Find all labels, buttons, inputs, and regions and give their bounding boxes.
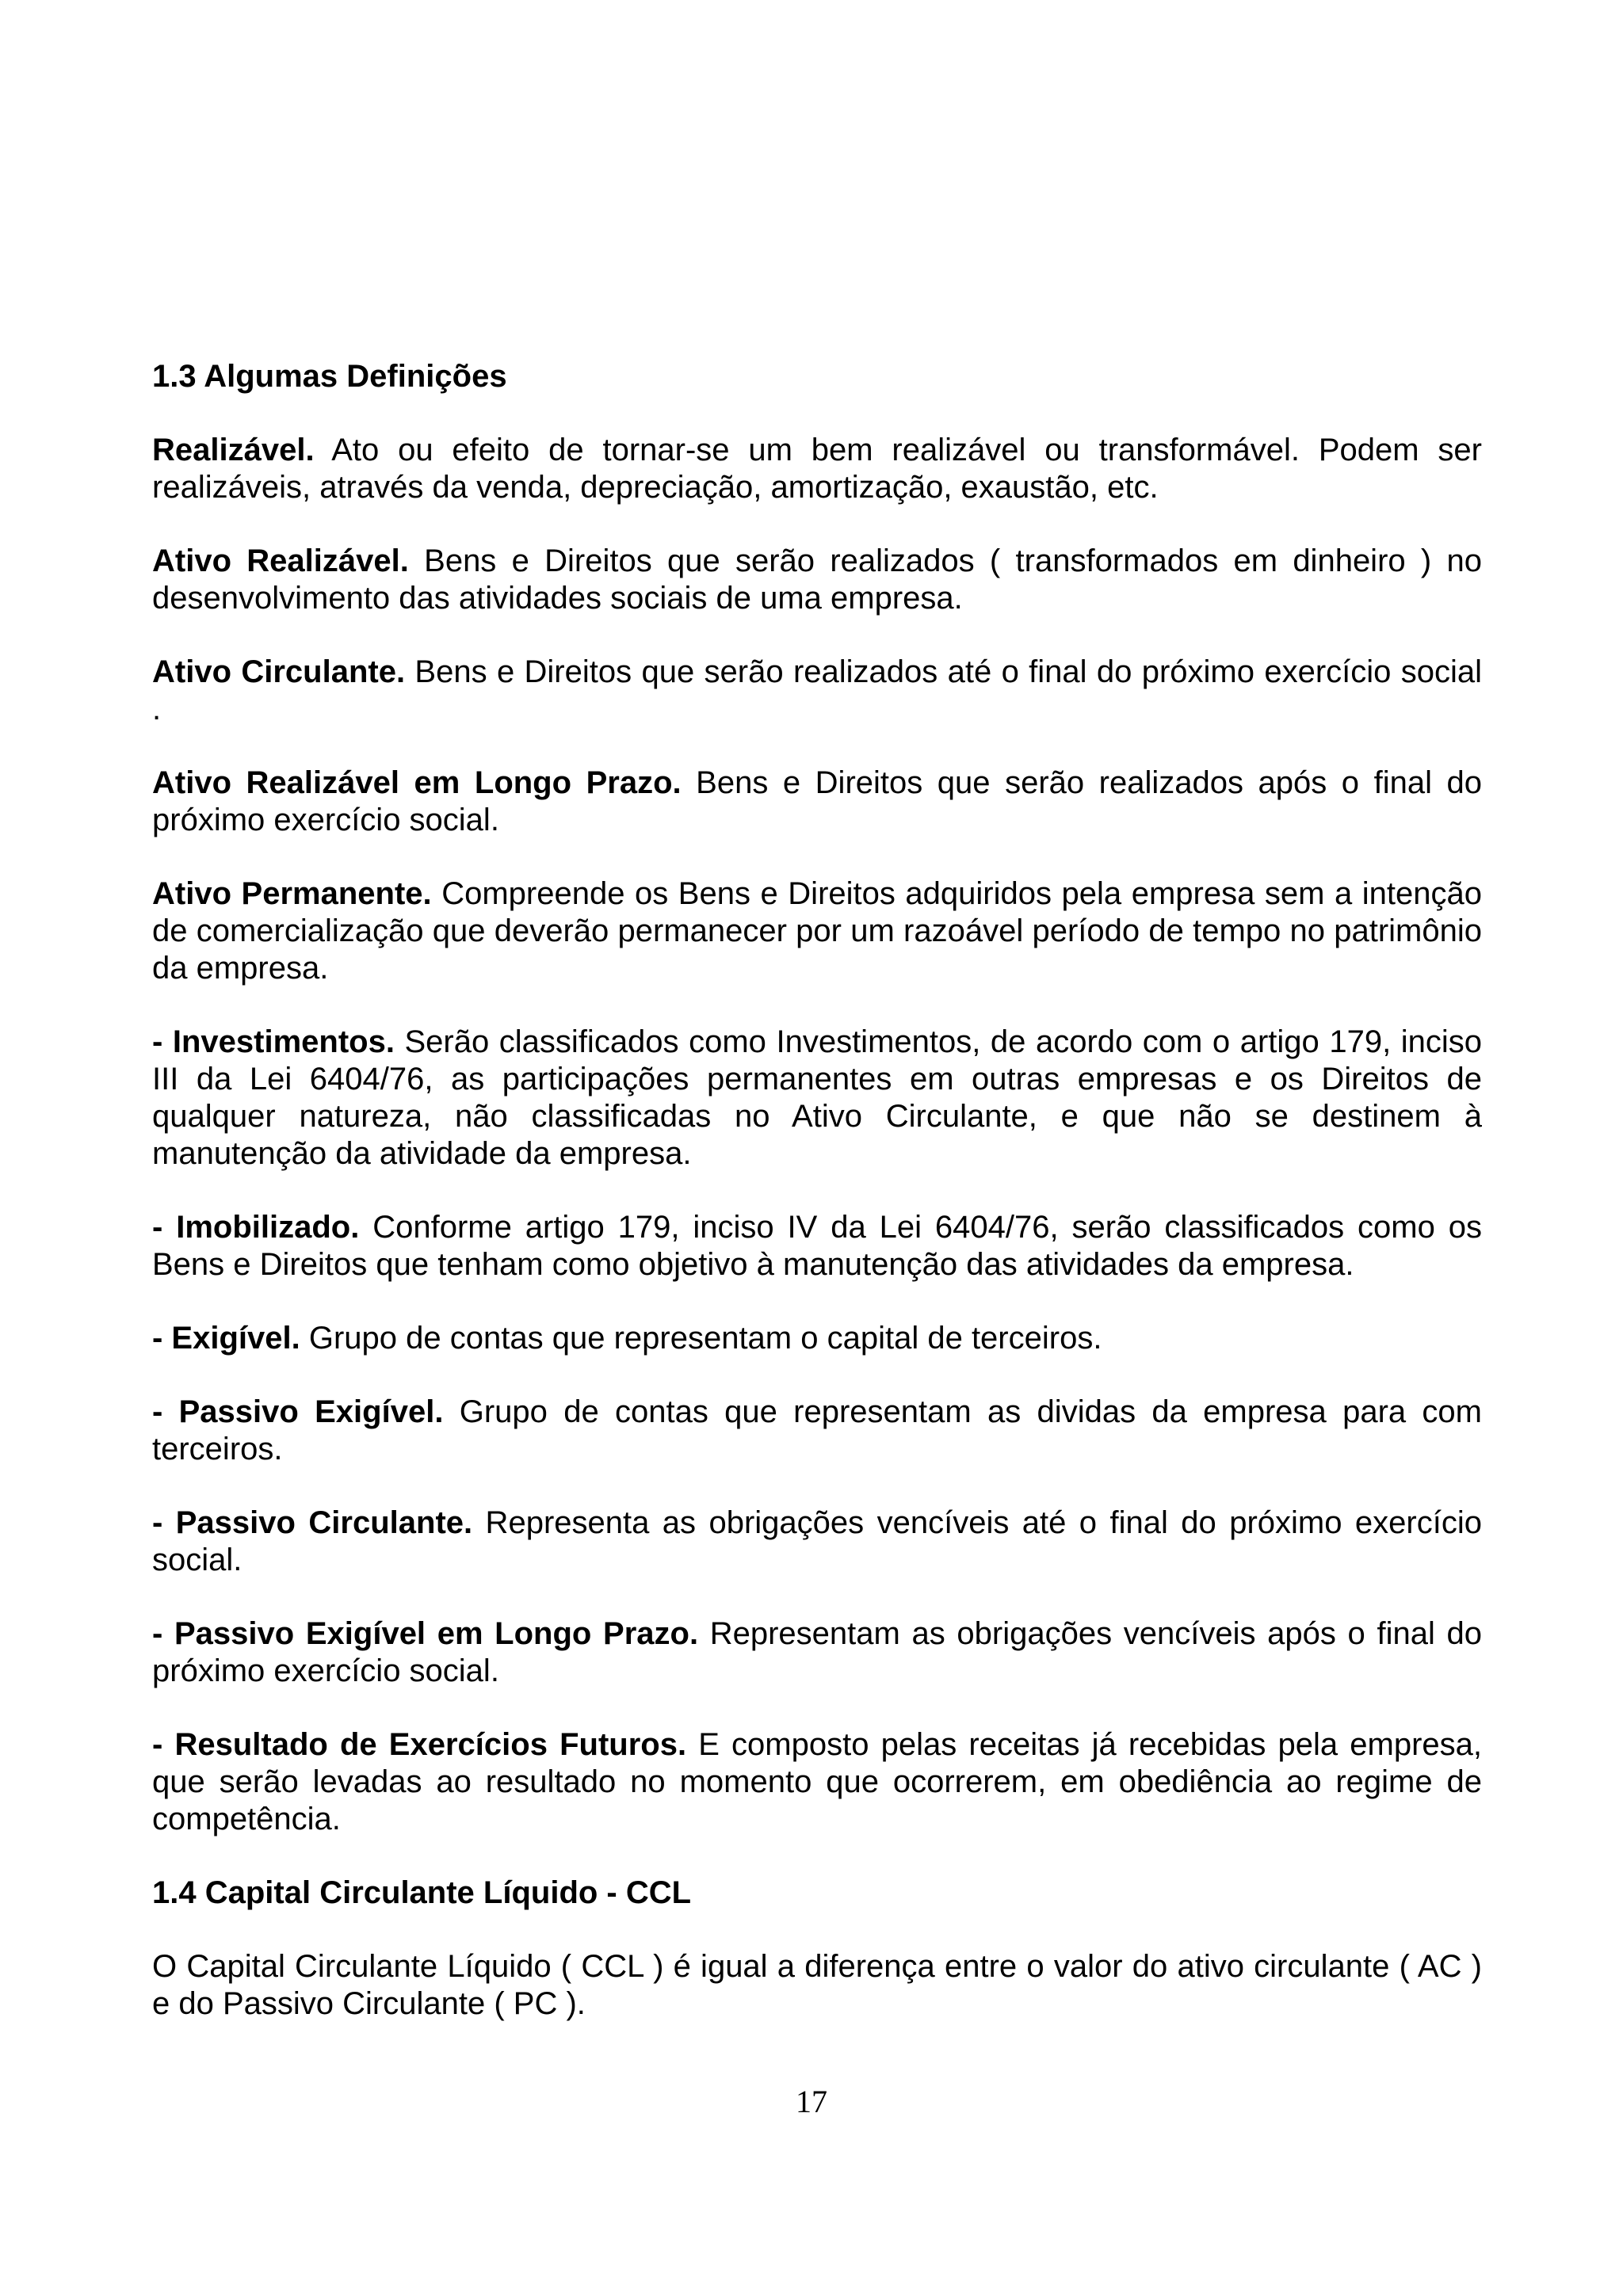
- definition-investimentos: [152, 1024, 1482, 1173]
- definition-exigivel: [152, 1320, 1482, 1357]
- definition-ativo-realizavel: [152, 543, 1482, 617]
- term: - Passivo Exigível em Longo Prazo.: [152, 1616, 699, 1651]
- definition-passivo-circulante: [152, 1505, 1482, 1579]
- definition-text: Grupo de contas que representam o capital de terceiros.: [300, 1321, 1102, 1356]
- ccl-paragraph: O Capital Circulante Líquido ( CCL ) é igual a diferença entre o valor do ativo circulante ( AC ) e do Passivo Circulante ( PC ).: [152, 1949, 1482, 2021]
- section-heading-1-3: 1.3 Algumas Definições: [152, 359, 507, 394]
- definition-text: Compreende os Bens e Direitos adquiridos pela empresa sem a intenção de comercialização que deverão permanecer por um razoável período de tempo no patrimônio da empresa.: [152, 876, 1483, 986]
- term: - Exigível.: [152, 1321, 300, 1356]
- definition-resultado-exercicios-futuros: [152, 1726, 1482, 1838]
- term: Realizável.: [152, 433, 315, 467]
- definition-text: Representam as obrigações vencíveis após o final do próximo exercício social.: [152, 1616, 1483, 1688]
- term: - Passivo Circulante.: [152, 1505, 473, 1540]
- term: Ativo Realizável.: [152, 543, 409, 578]
- definition-text: E composto pelas receitas já recebidas pela empresa, que serão levadas ao resultado no momento que ocorrerem, em obediência ao regime de competência.: [152, 1727, 1482, 1836]
- term: - Resultado de Exercícios Futuros.: [152, 1727, 687, 1762]
- definition-text: Bens e Direitos que serão realizados até o final do próximo exercício social .: [152, 654, 1482, 727]
- term: Ativo Permanente.: [152, 876, 432, 911]
- definition-text: Representa as obrigações vencíveis até o final do próximo exercício social.: [152, 1505, 1482, 1577]
- page-number: 17: [796, 2084, 827, 2119]
- term: Ativo Circulante.: [152, 654, 406, 689]
- term: Ativo Realizável em Longo Prazo.: [152, 765, 682, 800]
- definition-text: Bens e Direitos que serão realizados após o final do próximo exercício social.: [152, 765, 1482, 837]
- section-heading-1-4: 1.4 Capital Circulante Líquido - CCL: [152, 1875, 692, 1910]
- definition-ativo-realizavel-longo-prazo: [152, 765, 1482, 839]
- document-page: [152, 358, 1482, 2059]
- definition-text: Bens e Direitos que serão realizados ( transformados em dinheiro ) no desenvolvimento das atividades sociais de uma empresa.: [152, 543, 1483, 616]
- definition-passivo-exigivel-longo-prazo: [152, 1615, 1482, 1690]
- term: - Imobilizado.: [152, 1210, 360, 1245]
- definition-text: Ato ou efeito de tornar-se um bem realizável ou transformável. Podem ser realizáveis, através da venda, depreciação, amortização, exaustão, etc.: [152, 433, 1482, 505]
- definition-text: Serão classificados como Investimentos, de acordo com o artigo 179, inciso III da Lei 6404/76, as participações permanentes em outras empresas e os Direitos de qualquer natureza, não classificadas no Ativo Circulante, e que não se destinem à manutenção da atividade da empresa.: [152, 1024, 1482, 1171]
- definition-text: Grupo de contas que representam as dividas da empresa para com terceiros.: [152, 1394, 1482, 1466]
- definition-realizavel: [152, 432, 1482, 506]
- term: - Passivo Exigível.: [152, 1394, 444, 1429]
- definition-imobilizado: [152, 1209, 1482, 1283]
- term: - Investimentos.: [152, 1024, 395, 1059]
- definition-ativo-circulante: [152, 654, 1482, 728]
- definition-passivo-exigivel: [152, 1394, 1482, 1468]
- definition-text: Conforme artigo 179, inciso IV da Lei 6404/76, serão classificados como os Bens e Direitos que tenham como objetivo à manutenção das atividades da empresa.: [152, 1210, 1483, 1282]
- definition-ativo-permanente: [152, 875, 1482, 987]
